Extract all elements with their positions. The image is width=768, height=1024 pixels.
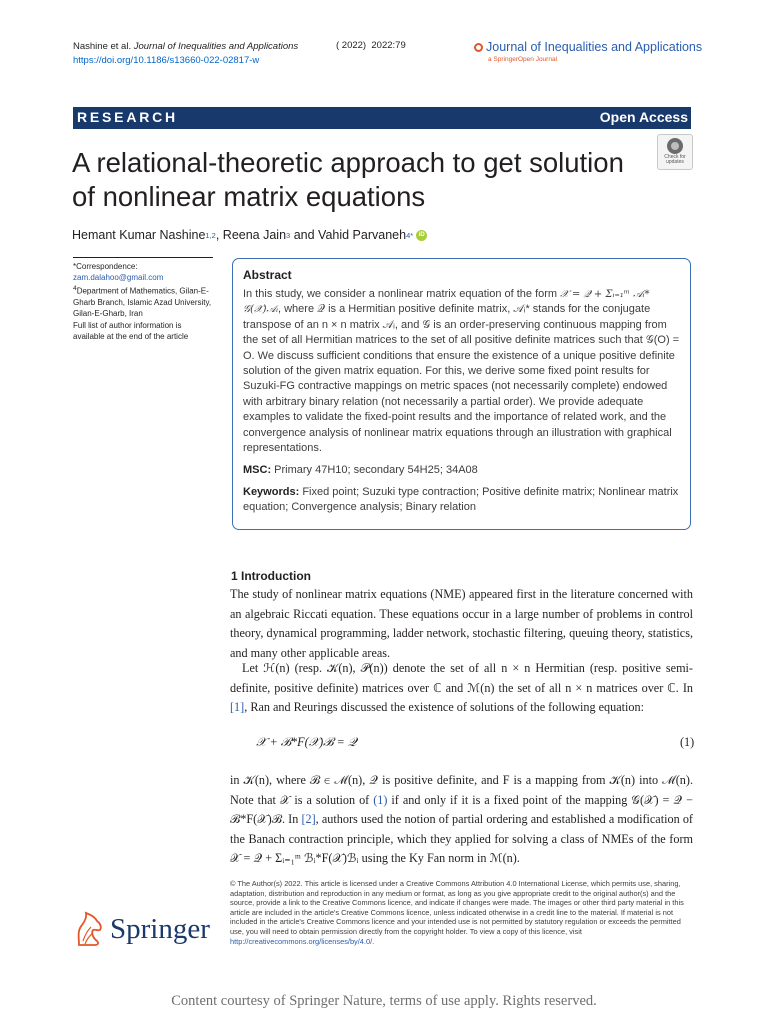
author-info-note: Full list of author information is available at the end of the article (73, 320, 189, 341)
para2-text-b: , Ran and Reurings discussed the existence of solutions of the following equation: (244, 700, 644, 715)
author-name[interactable]: Reena Jain (222, 228, 287, 242)
para3-text-b: if and only if it is a fixed point of the mapping 𝒢(𝒳) = 𝒬 − ℬ*F(𝒳)ℬ. In (230, 792, 693, 827)
article-title: A relational-theoretic approach to get solution of nonlinear matrix equations (72, 147, 624, 212)
license-link[interactable]: http://creativecommons.org/licenses/by/4.0/ (230, 936, 373, 946)
abstract-intro: In this study, we consider a nonlinear matrix equation of the form (243, 288, 558, 300)
affiliation-text: Department of Mathematics, Gilan-E-Gharb Branch, Islamic Azad University, Gilan-E-Gharb, Iran (73, 287, 212, 319)
equation-1: 𝒳 + ℬ*F(𝒳)ℬ = 𝒬 (256, 735, 357, 749)
keywords-value: Fixed point; Suzuki type contraction; Positive definite matrix; Nonlinear matrix equation; Convergence analysis; Binary relation (243, 486, 679, 514)
springer-wordmark: Springer (110, 912, 210, 945)
running-header (73, 40, 298, 68)
equation-link[interactable]: (1) (373, 792, 388, 807)
doi-link[interactable]: https://doi.org/10.1186/s13660-022-02817-w (73, 55, 260, 66)
author-separator: and (290, 228, 319, 242)
open-access-label: Open Access (599, 109, 688, 125)
msc-line (243, 463, 680, 478)
journal-brand-title: Journal of Inequalities and Applications (486, 40, 703, 54)
springeropen-logo-icon (474, 43, 483, 52)
page-footer: Content courtesy of Springer Nature, terms of use apply. Rights reserved. (171, 993, 597, 1009)
license-text-end: . (372, 936, 375, 946)
citation-year: ( 2022) (336, 40, 367, 51)
para3-text-a: in 𝒦(n), where ℬ ∈ ℳ(n), 𝒬 is positive definite, and F is a mapping from 𝒦(n) into ℳ(n). Note that 𝒳 is a solution of (230, 773, 693, 807)
license-text: © The Author(s) 2022. This article is licensed under a Creative Commons Attribution 4.0 International License, which permits use, sharing, adaptation, distribution and reproduction in any medium or format, as long as you give appropriate credit to the original author(s) and the source, provide a link to the Creative Commons licence, and indicate if changes were made. The images or other third party material in this article are included in the article's Creative Commons licence, unless indicated otherwise in a credit line to the material. If material is not included in the article's Creative Commons licence and your intended use is not permitted by statutory regulation or exceeds the permitted use, you will need to obtain permission directly from the copyright holder. To view a copy of this licence, visit (230, 879, 684, 936)
affiliation-sup: 4 (73, 285, 77, 293)
author-separator: , (215, 228, 223, 242)
msc-value: Primary 47H10; secondary 54H25; 34A08 (274, 464, 478, 477)
author-list (72, 228, 427, 242)
article-type-label: RESEARCH (77, 109, 178, 125)
crossmark-label-1: Check for (664, 154, 686, 160)
author-affiliation-sup[interactable]: 1,2 (205, 230, 216, 240)
abstract-box (232, 258, 691, 530)
correspondence-email[interactable]: zam.dalahoo@gmail.com (73, 273, 164, 283)
citation-link[interactable]: [1] (230, 700, 245, 715)
correspondence-label: *Correspondence: (73, 262, 138, 271)
author-name[interactable]: Vahid Parvaneh (318, 228, 407, 242)
springer-logo[interactable] (73, 911, 210, 947)
abstract-heading: Abstract (243, 268, 292, 282)
keywords-label: Keywords: (243, 486, 300, 499)
para3-text-c: , authors used the notion of partial ordering and established a modification of the Banach contraction principle, which they applied for solving a class of NMEs of the form 𝒳 = 𝒬 + Σᵢ₌₁ᵐ ℬᵢ*F(𝒳)ℬᵢ using the Ky Fan norm in ℳ(n). (230, 812, 693, 866)
citation-journal: Journal of Inequalities and Applications (133, 41, 299, 52)
intro-paragraph-2 (230, 659, 693, 718)
citation-link[interactable]: [2] (301, 812, 316, 827)
orcid-icon[interactable]: iD (416, 230, 427, 241)
author-name[interactable]: Hemant Kumar Nashine (72, 228, 206, 242)
abstract-text (243, 287, 680, 456)
equation-number: (1) (680, 735, 695, 749)
author-affiliation-sup[interactable]: 3 (286, 230, 291, 240)
citation-authors: Nashine et al. (73, 41, 132, 52)
article-type-band (73, 107, 691, 129)
keywords-line (243, 485, 680, 515)
abstract-formula: 𝒳 = 𝒬 + Σᵢ₌₁ᵐ 𝒜ᵢ* 𝒢(𝒳)𝒜ᵢ (243, 289, 650, 316)
springer-horse-icon (73, 911, 105, 947)
msc-label: MSC: (243, 464, 272, 477)
section-heading: 1 Introduction (231, 569, 311, 583)
affiliation (73, 283, 213, 319)
citation-year-number (336, 40, 406, 51)
crossmark-label-2: updates (666, 159, 684, 165)
check-for-updates-button[interactable] (657, 134, 693, 170)
citation-number: 2022:79 (371, 40, 406, 51)
author-affiliation-sup[interactable]: 4* (406, 230, 414, 240)
para2-text-a: Let ℋ(n) (resp. 𝒦(n), 𝒫(n)) denote the set of all n × n Hermitian (resp. positive semi-definite, positive definite) matrices over ℂ and ℳ(n) the set of all n × n matrices over ℂ. In (230, 661, 693, 695)
intro-paragraph-3 (230, 771, 693, 869)
journal-brand-sub: a SpringerOpen Journal (488, 56, 558, 63)
abstract-body: , where 𝒬 is a Hermitian positive definite matrix, 𝒜ᵢ* stands for the conjugate transpose of an n × n matrix 𝒜ᵢ, and 𝒢 is an order-preserving continuous mapping from the set of all Hermitian matrices to the set of all positive definite matrices such that 𝒢(O) = O. We discuss sufficient conditions that ensure the existence of a unique positive definite solution of the given matrix equation. For this, we derive some fixed point results for Suzuki-FG contractive mappings on metric spaces (not necessarily complete) endowed with arbitrary binary relation (not necessarily a partial order). We provide adequate examples to validate the fixed-point results and the importance of related work, and the convergence analysis of nonlinear matrix equations through an illustration with graphical representations. (243, 303, 680, 455)
crossmark-icon (667, 138, 683, 154)
license-notice (230, 879, 693, 946)
correspondence-sidebar (73, 257, 213, 342)
journal-brand[interactable] (474, 40, 702, 63)
intro-paragraph-1: The study of nonlinear matrix equations (NME) appeared first in the literature concerned with an algebraic Riccati equation. These equations occur in a large number of problems in control theory, dynamical programming, ladder network, stochastic filtering, queuing theory, statistics, and many other applicable areas. (230, 587, 693, 660)
